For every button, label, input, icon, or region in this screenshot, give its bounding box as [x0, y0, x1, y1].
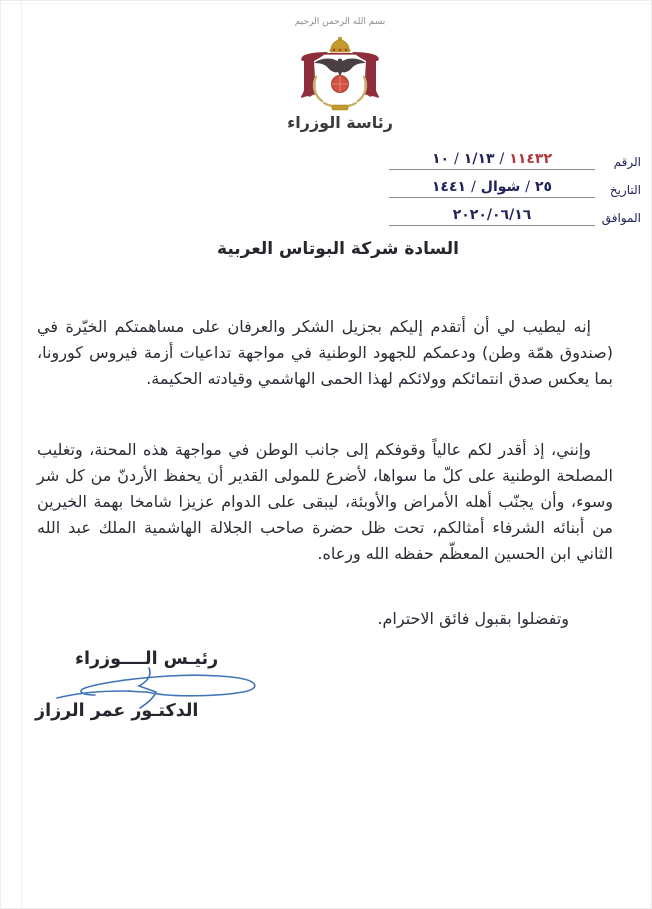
hijri-day: ٢٥	[535, 179, 553, 195]
date-separator: /	[525, 179, 531, 195]
reference-number-row	[389, 151, 641, 170]
closing-line: وتفضلوا بقبول فائق الاحترام.	[377, 609, 569, 628]
scan-edge	[21, 1, 22, 908]
hijri-date-label: التاريخ	[609, 183, 641, 197]
ref-separator: /	[454, 151, 459, 167]
ref-part-1: ١٠	[431, 151, 450, 167]
hijri-date-row	[389, 179, 641, 198]
signer-name: الدكتـور عمر الرزاز	[35, 701, 199, 721]
reference-block	[389, 151, 641, 235]
hijri-year: ١٤٤١	[431, 179, 467, 195]
jordan-coat-of-arms-icon	[29, 37, 651, 119]
body-paragraph-1: إنه ليطيب لي أن أتقدم إليكم بجزيل الشكر والعرفان على مساهمتكم الخيّرة في (صندوق همّة وطن) ودعمكم للجهود الوطنية في مواجهة تداعيات أزمة فيروس كورونا، بما يعكس صدق انتمائكم وولائكم لهذا الحمى الهاشمي وقيادته الحكيمة.	[37, 317, 613, 388]
gregorian-date-label: الموافق	[601, 211, 641, 225]
hijri-date-value	[389, 179, 595, 198]
scan-edge	[1, 3, 651, 4]
ref-part-2: ١/١٣	[463, 151, 495, 167]
reference-number-value	[389, 151, 595, 170]
gregorian-date-row	[389, 207, 641, 226]
bismillah-calligraphy: بسم الله الرحمن الرحيم	[294, 17, 386, 27]
addressee-line: السادة شركة البوتاس العربية	[217, 239, 459, 259]
reference-number-label: الرقم	[613, 155, 641, 169]
ref-separator: /	[499, 151, 505, 167]
hijri-month: شوال	[480, 179, 521, 195]
date-separator: /	[471, 179, 476, 195]
signer-title: رئيـس الــــوزراء	[75, 649, 219, 669]
ref-part-3-red: ١١٤٣٢	[509, 151, 552, 167]
prime-ministry-calligraphy: رئاسة الوزراء	[287, 113, 393, 132]
gregorian-date-value: ٢٠٢٠/٠٦/١٦	[389, 207, 595, 226]
body-paragraph-2: وإنني، إذ أقدر لكم عالياً وقوفكم إلى جانب الوطن في مواجهة هذه المحنة، وتغليب المصلحة الوطنية على كلّ ما سواها، لأضرع للمولى القدير أن يحفظ الأردنّ من كل شر وسوء، وأن يجنّب أهله الأمراض والأوبئة، ليبقى على الدوام عزيزا شامخا بهمة الخيرين من أبنائه الشرفاء أمثالكم، تحت ظل حضرة صاحب الجلالة الهاشمية الملك عبد الله الثاني ابن الحسين المعظّم حفظه الله ورعاه.	[37, 440, 613, 563]
